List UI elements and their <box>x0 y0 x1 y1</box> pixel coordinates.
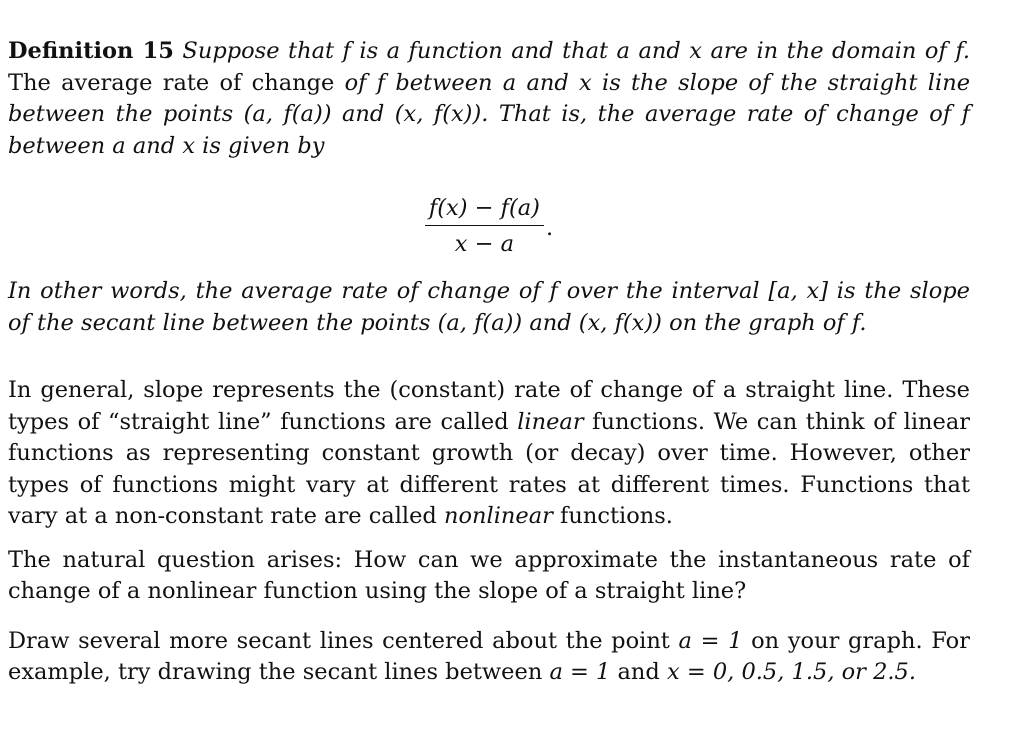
paragraph3-and: and <box>617 659 660 685</box>
linear-term: linear <box>517 408 584 435</box>
paragraph1-part1: In general, slope represents the (constant) rate of change of a straight line. These types of “straight line” functions are called <box>8 377 970 435</box>
definition-block <box>8 36 970 162</box>
paragraph3-part1: Draw several more secant lines centered about the point <box>8 627 670 654</box>
paragraph1-part2: functions. We can think of linear functions as representing constant growth (or decay) over time. However, other types of functions might vary at different rates at different times. Functions that vary at a non-constant rate are called <box>8 408 971 529</box>
equation-x-values: x = 0, 0.5, 1.5, or 2.5. <box>666 659 917 685</box>
paragraph3-part2: on your graph. For example, try drawing the secant lines between <box>8 627 970 685</box>
paragraph-linear-functions <box>8 375 970 533</box>
formula-numerator: f(x) − f(a) <box>425 194 544 226</box>
paragraph-exercise <box>8 626 970 689</box>
formula-period: . <box>545 215 554 241</box>
definition-the: The <box>8 69 51 96</box>
paragraph1-part3: functions. <box>560 503 673 529</box>
document-page <box>8 36 970 689</box>
equation-a-equals-1: a = 1 <box>678 627 743 654</box>
paragraph-question: The natural question arises: How can we approximate the instantaneous rate of change of a nonlinear function using the slope of a straight line? <box>8 546 970 604</box>
definition-intro: Suppose that f is a function and that a and x are in the domain of f. <box>182 38 970 64</box>
equation-a-equals-1-second: a = 1 <box>549 659 611 685</box>
average-rate-term: average rate of change <box>61 69 335 96</box>
definition-followup: In other words, the average rate of change of f over the interval [a, x] is the slope of the secant line between the points (a, f(a)) and (x, f(x)) on the graph of f. <box>8 278 970 336</box>
difference-quotient <box>425 194 544 258</box>
formula-denominator: x − a <box>454 231 515 257</box>
nonlinear-term: nonlinear <box>443 503 553 529</box>
formula-display <box>8 194 970 257</box>
definition-body: of f between a and x is the slope of the straight line between the points (a, f(a)) and (x, f(x)). That is, the average rate of change of f between a and x is given by <box>8 69 971 159</box>
definition-label: Definition 15 <box>8 38 174 64</box>
